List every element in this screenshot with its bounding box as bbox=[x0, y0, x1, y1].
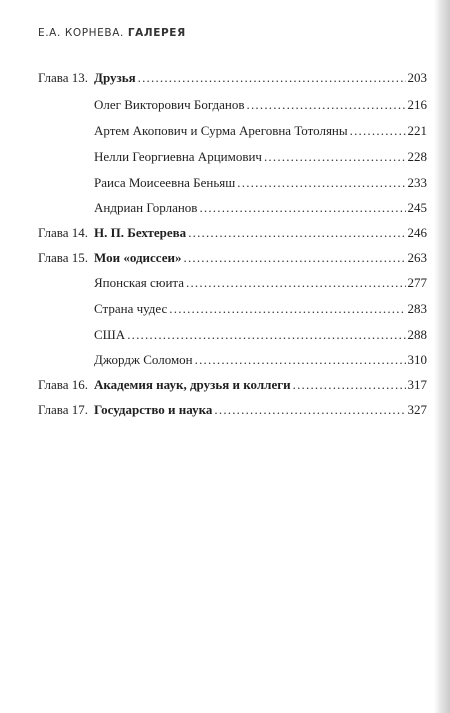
dot-leader bbox=[138, 69, 406, 86]
dot-leader bbox=[184, 249, 406, 266]
page-number: 245 bbox=[407, 200, 427, 215]
toc-row-subentry bbox=[94, 174, 427, 191]
dot-leader bbox=[264, 148, 406, 165]
toc-entry bbox=[94, 174, 427, 191]
page-number: 283 bbox=[407, 301, 427, 316]
entry-title: Артем Акопович и Сурма Ареговна Тотоляны bbox=[94, 123, 348, 138]
toc-entry bbox=[94, 199, 427, 216]
toc-entry bbox=[94, 351, 427, 368]
dot-leader bbox=[214, 401, 405, 418]
toc-row-subentry bbox=[94, 326, 427, 343]
toc-entry bbox=[94, 274, 427, 291]
toc-entry bbox=[94, 326, 427, 343]
toc-row-chapter-14 bbox=[38, 224, 427, 241]
entry-title: Японская сюита bbox=[94, 275, 185, 290]
toc-entry bbox=[94, 148, 427, 165]
entry-title: Друзья bbox=[94, 70, 136, 85]
toc-row-subentry bbox=[94, 274, 427, 291]
page-number: 277 bbox=[407, 275, 427, 290]
toc-row-subentry bbox=[94, 148, 427, 165]
chapter-number: Глава 17. bbox=[38, 402, 89, 417]
toc-entry bbox=[94, 122, 427, 139]
entry-title: Джордж Соломон bbox=[94, 352, 193, 367]
page-number: 317 bbox=[407, 377, 427, 392]
entry-title: Страна чудес bbox=[94, 301, 168, 316]
page-number: 288 bbox=[407, 327, 427, 342]
toc-entry bbox=[94, 96, 427, 113]
dot-leader bbox=[195, 351, 406, 368]
toc-row-subentry bbox=[94, 351, 427, 368]
toc-row-chapter-16 bbox=[38, 376, 427, 393]
dot-leader bbox=[237, 174, 405, 191]
toc-row-subentry bbox=[94, 122, 427, 139]
dot-leader bbox=[188, 224, 405, 241]
toc-entry bbox=[94, 224, 427, 241]
page-number: 228 bbox=[407, 149, 427, 164]
entry-title: Раиса Моисеевна Беньяш bbox=[94, 175, 236, 190]
entry-title: Государство и наука bbox=[94, 402, 213, 417]
toc-row-subentry bbox=[94, 300, 427, 317]
entry-title: Академия наук, друзья и коллеги bbox=[94, 377, 291, 392]
entry-title: Мои «одиссеи» bbox=[94, 250, 182, 265]
toc-row-subentry bbox=[94, 96, 427, 113]
toc-entry bbox=[94, 401, 427, 418]
toc-row-chapter-15 bbox=[38, 249, 427, 266]
page-number: 246 bbox=[407, 225, 427, 240]
dot-leader bbox=[247, 96, 406, 113]
dot-leader bbox=[127, 326, 405, 343]
chapter-number: Глава 16. bbox=[38, 377, 89, 392]
toc-entry bbox=[94, 376, 427, 393]
dot-leader bbox=[186, 274, 405, 291]
entry-title: Олег Викторович Богданов bbox=[94, 97, 245, 112]
page-number: 327 bbox=[407, 402, 427, 417]
dot-leader bbox=[350, 122, 406, 139]
page-number: 310 bbox=[407, 352, 427, 367]
dot-leader bbox=[293, 376, 406, 393]
page-number: 233 bbox=[407, 175, 427, 190]
page-number: 221 bbox=[407, 123, 427, 138]
entry-title: Андриан Горланов bbox=[94, 200, 198, 215]
entry-title: Нелли Георгиевна Арцимович bbox=[94, 149, 262, 164]
page-number: 263 bbox=[407, 250, 427, 265]
toc-row-subentry bbox=[94, 199, 427, 216]
entry-title: Н. П. Бехтерева bbox=[94, 225, 187, 240]
chapter-number: Глава 14. bbox=[38, 225, 89, 240]
page-number: 203 bbox=[407, 70, 427, 85]
toc-entry bbox=[94, 300, 427, 317]
header-author: Е.А. КОРНЕВА. bbox=[38, 27, 124, 39]
page-number: 216 bbox=[407, 97, 427, 112]
header-title: ГАЛЕРЕЯ bbox=[127, 27, 186, 39]
toc-row-chapter-13 bbox=[38, 69, 427, 86]
chapter-number: Глава 15. bbox=[38, 250, 89, 265]
toc-entry bbox=[94, 249, 427, 266]
entry-title: США bbox=[94, 327, 126, 342]
toc-entry bbox=[94, 69, 427, 86]
dot-leader bbox=[169, 300, 405, 317]
dot-leader bbox=[199, 199, 405, 216]
chapter-number: Глава 13. bbox=[38, 70, 89, 85]
toc-row-chapter-17 bbox=[38, 401, 427, 418]
